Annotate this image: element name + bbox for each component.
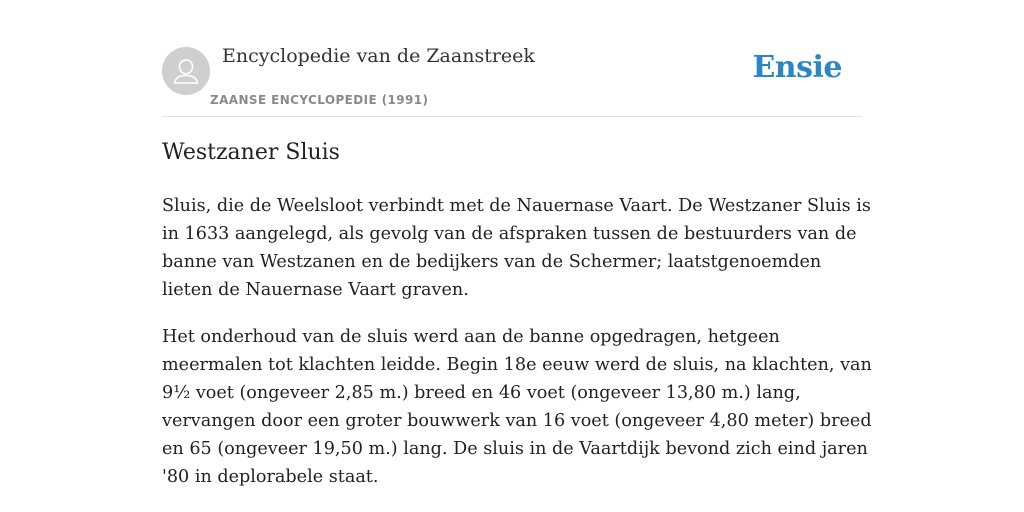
brand-logo[interactable]: Ensie (752, 50, 842, 85)
source-header (162, 0, 862, 117)
source-title[interactable]: Encyclopedie van de Zaanstreek (222, 45, 535, 67)
user-silhouette-icon (162, 47, 210, 95)
source-subtitle: ZAANSE ENCYCLOPEDIE (1991) (210, 93, 429, 107)
avatar[interactable] (162, 47, 210, 95)
article-paragraph: Het onderhoud van de sluis werd aan de banne opgedragen, hetgeen meermalen tot klachten leidde. Begin 18e eeuw werd de sluis, na klachten, van 9½ voet (ongeveer 2,85 m.) breed en 46 voet (ongeveer 13,80 m.) lang, vervangen door een groter bouwwerk van 16 voet (ongeveer 4,80 meter) breed en 65 (ongeveer 19,50 m.) lang. De sluis in de Vaartdijk bevond zich eind jaren '80 in deplorabele staat. (162, 327, 872, 487)
article-title: Westzaner Sluis (162, 140, 340, 165)
article-body (162, 192, 872, 510)
article-paragraph: Sluis, die de Weelsloot verbindt met de Nauernase Vaart. De Westzaner Sluis is in 1633 aangelegd, als gevolg van de afspraken tussen de bestuurders van de banne van Westzanen en de bedijkers van de Schermer; laatstgenoemden lieten de Nauernase Vaart graven. (162, 196, 871, 300)
page-container (162, 0, 872, 487)
